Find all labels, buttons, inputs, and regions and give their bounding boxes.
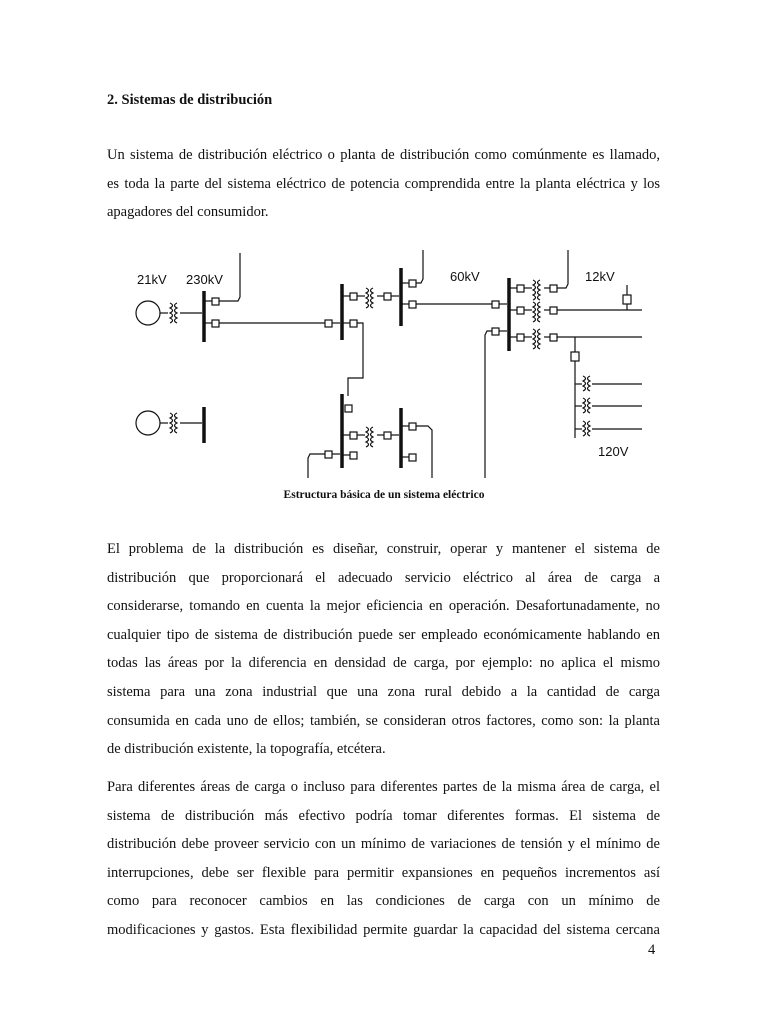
paragraph-line: sistema para una zona industrial que una zona rural debido a la cantidad de carga (107, 683, 660, 700)
paragraph-line: Para diferentes áreas de carga o incluso para diferentes partes de la misma área de carga, el (107, 779, 660, 795)
figure-caption: Estructura básica de un sistema eléctrico (283, 489, 485, 501)
paragraph-line: El problema de la distribución es diseñar, construir, operar y mantener el sistema de (107, 541, 660, 557)
generator-2-icon (136, 411, 160, 435)
paragraph-forms (107, 773, 660, 945)
paragraph-problem (107, 535, 660, 764)
label-230kv: 230kV (186, 272, 223, 287)
paragraph-line: distribución debe proveer servicio con un mínimo de variaciones de tensión y el mínimo de (107, 836, 660, 853)
paragraph-line: Un sistema de distribución eléctrico o planta de distribución como comúnmente es llamado, (107, 147, 660, 163)
generator-1-icon (136, 301, 160, 325)
paragraph-line: apagadores del consumidor. (107, 204, 269, 221)
label-120v: 120V (598, 444, 629, 459)
paragraph-line: interrupciones, debe ser flexible para permitir expansiones en pequeños incrementos así (107, 864, 660, 881)
paragraph-line: como para reconocer cambios en las condiciones de carga con un mínimo de (107, 893, 660, 910)
section-heading: 2. Sistemas de distribución (107, 92, 273, 108)
transformer-1-icon (170, 303, 173, 323)
paragraph-line: sistema de distribución más efectivo podría tomar diferentes formas. El sistema de (107, 807, 660, 824)
paragraph-line: distribución que proporcionará el adecuado servicio eléctrico al área de carga a (107, 569, 660, 586)
paragraph-line: todas las áreas por la diferencia en densidad de carga, por ejemplo: no aplica el mismo (107, 655, 660, 672)
label-21kv: 21kV (137, 272, 167, 287)
distribution-system-diagram (0, 0, 768, 500)
paragraph-line: considerarse, tomando en cuenta la mejor eficiencia en operación. Desafortunadamente, no (107, 598, 660, 615)
paragraph-line: de distribución existente, la topografía, etcétera. (107, 741, 386, 758)
paragraph-line: modificaciones y gastos. Esta flexibilidad permite guardar la capacidad del sistema cercana (107, 921, 660, 938)
page-number: 4 (648, 942, 656, 958)
label-60kv: 60kV (450, 269, 480, 284)
paragraph-line: es toda la parte del sistema eléctrico de potencia comprendida entre la planta eléctrica y los (107, 175, 660, 192)
label-12kv: 12kV (585, 269, 615, 284)
paragraph-line: cualquier tipo de sistema de distribución puede ser empleado económicamente hablando en (107, 626, 660, 643)
paragraph-line: consumida en cada uno de ellos; también, se consideran otros factores, como son: la planta (107, 712, 660, 729)
